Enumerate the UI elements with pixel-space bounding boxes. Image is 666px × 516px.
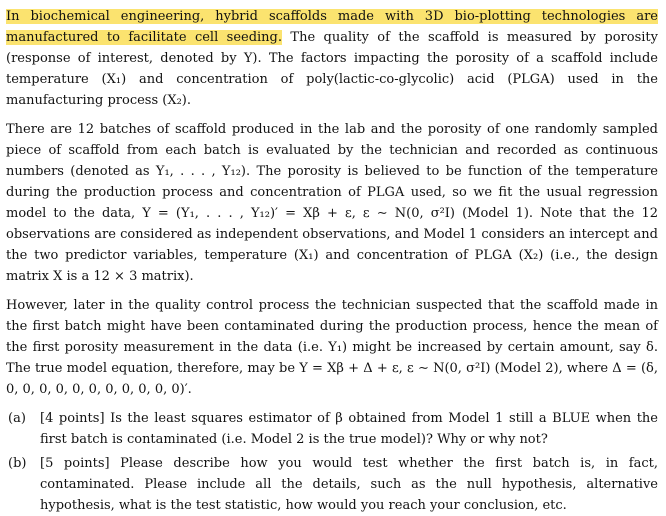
model2-paragraph: However, later in the quality control process the technician suspected that the scaffold made in the first batch might have been contaminated during the production process, hence the mean of the first porosity measurement in the data (i.e. Y₁) might be increased by certain amount, say δ. The true model equation, therefore, may be Y = Xβ + Δ + ε, ε ∼ N(0, σ²I) (Model 2), where Δ = (δ, 0, 0, 0, 0, 0, 0, 0, 0, 0, 0, 0)′. (6, 298, 658, 397)
question-text: [5 points] Please describe how you would test whether the first batch is, in fact, contaminated. Please include all the details, such as the null hypothesis, alternative hypothesis, what is the test statistic, how would you reach your conclusion, etc. (40, 456, 658, 513)
question-label: (a) (8, 411, 26, 426)
question-list (6, 408, 658, 516)
highlighted-sentence: In biochemical engineering, hybrid scaffolds made with 3D bio-plotting technologies are manufactured to facilitate cell seeding. (6, 9, 658, 45)
question-item (6, 453, 658, 516)
intro-paragraph (6, 6, 658, 111)
question-label: (b) (8, 456, 27, 471)
question-item (6, 408, 658, 450)
model1-paragraph: There are 12 batches of scaffold produced in the lab and the porosity of one randomly sampled piece of scaffold from each batch is evaluated by the technician and recorded as continuous numbers (denoted as Y₁, . . . , Y₁₂). The porosity is believed to be function of the temperature during the production process and concentration of PLGA used, so we fit the usual regression model to the data, Y = (Y₁, . . . , Y₁₂)′ = Xβ + ε, ε ∼ N(0, σ²I) (Model 1). Note that the 12 observations are considered as independent observations, and Model 1 considers an intercept and the two predictor variables, temperature (X₁) and concentration of PLGA (X₂) (i.e., the design matrix X is a 12 × 3 matrix). (6, 122, 658, 284)
intro-paragraph-rest: The quality of the scaffold is measured by porosity (response of interest, denoted by Y). The factors impacting the porosity of a scaffold include temperature (X₁) and concentration of poly(lactic-co-glycolic) acid (PLGA) used in the manufacturing process (X₂). (6, 30, 658, 108)
question-text: [4 points] Is the least squares estimator of β obtained from Model 1 still a BLUE when the first batch is contaminated (i.e. Model 2 is the true model)? Why or why not? (40, 411, 658, 447)
